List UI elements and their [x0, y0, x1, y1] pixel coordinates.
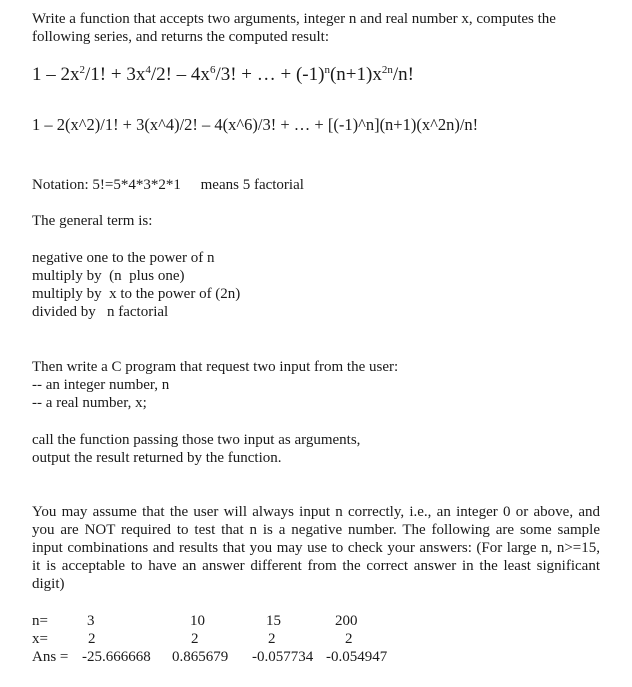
- sample-ans-value: -25.666668: [82, 649, 151, 665]
- sample-label-ans: Ans =: [32, 649, 69, 665]
- intro-line-1: Write a function that accepts two arguments, integer n and real number x, computes the: [32, 11, 556, 27]
- general-term-line: negative one to the power of n: [32, 250, 215, 266]
- formula-exp-4: n: [324, 64, 330, 76]
- series-formula-superscript: [32, 64, 414, 86]
- sample-ans-value: 0.865679: [172, 649, 229, 665]
- call-line: output the result returned by the function.: [32, 450, 282, 466]
- formula-term-2: /1! + 3x: [85, 64, 146, 85]
- general-term-heading: The general term is:: [32, 213, 153, 229]
- formula-term-1: 1 – 2x: [32, 64, 80, 85]
- sample-x-value: 2: [88, 631, 96, 647]
- series-formula-ascii: 1 – 2(x^2)/1! + 3(x^4)/2! – 4(x^6)/3! + … + [(-1)^n](n+1)(x^2n)/n!: [32, 115, 479, 134]
- sample-x-value: 2: [191, 631, 199, 647]
- sample-n-value: 200: [335, 613, 358, 629]
- sample-x-value: 2: [268, 631, 276, 647]
- sample-ans-value: -0.054947: [326, 649, 388, 665]
- notation-label: Notation: 5!=5*4*3*2*1: [32, 177, 181, 193]
- notation-line: [32, 176, 304, 194]
- formula-term-4: /3! + … + (-1): [215, 64, 325, 85]
- formula-term-3: /2! – 4x: [150, 64, 210, 85]
- program-line: -- a real number, x;: [32, 395, 147, 411]
- program-line: -- an integer number, n: [32, 377, 170, 393]
- formula-term-5: (n+1)x: [329, 64, 382, 85]
- general-term-line: multiply by (n plus one): [32, 268, 185, 284]
- sample-x-value: 2: [345, 631, 353, 647]
- assumption-paragraph: You may assume that the user will always input n correctly, i.e., an integer 0 or above, and you are NOT required to test that n is a negative number. The following are some sample input combinations and results that you may use to check your answers: (For large n, n>=15, it is acceptable to have an answer different from the correct answer in the least significant digit): [32, 504, 600, 592]
- sample-n-value: 10: [190, 613, 205, 629]
- general-term-line: multiply by x to the power of (2n): [32, 286, 241, 302]
- formula-term-6: /n!: [392, 64, 414, 85]
- sample-n-value: 3: [87, 613, 95, 629]
- sample-label-x: x=: [32, 631, 48, 647]
- sample-label-n: n=: [32, 613, 48, 629]
- formula-exp-1: 2: [79, 64, 85, 76]
- intro-line-2: following series, and returns the computed result:: [32, 29, 330, 45]
- notation-meaning: means 5 factorial: [200, 177, 304, 193]
- sample-n-value: 15: [266, 613, 281, 629]
- general-term-line: divided by n factorial: [32, 304, 169, 320]
- call-line: call the function passing those two input as arguments,: [32, 432, 361, 448]
- formula-exp-2: 4: [145, 64, 151, 76]
- formula-exp-5: 2n: [381, 64, 393, 76]
- sample-ans-value: -0.057734: [252, 649, 314, 665]
- formula-exp-3: 6: [209, 64, 216, 76]
- program-line: Then write a C program that request two input from the user:: [32, 359, 399, 375]
